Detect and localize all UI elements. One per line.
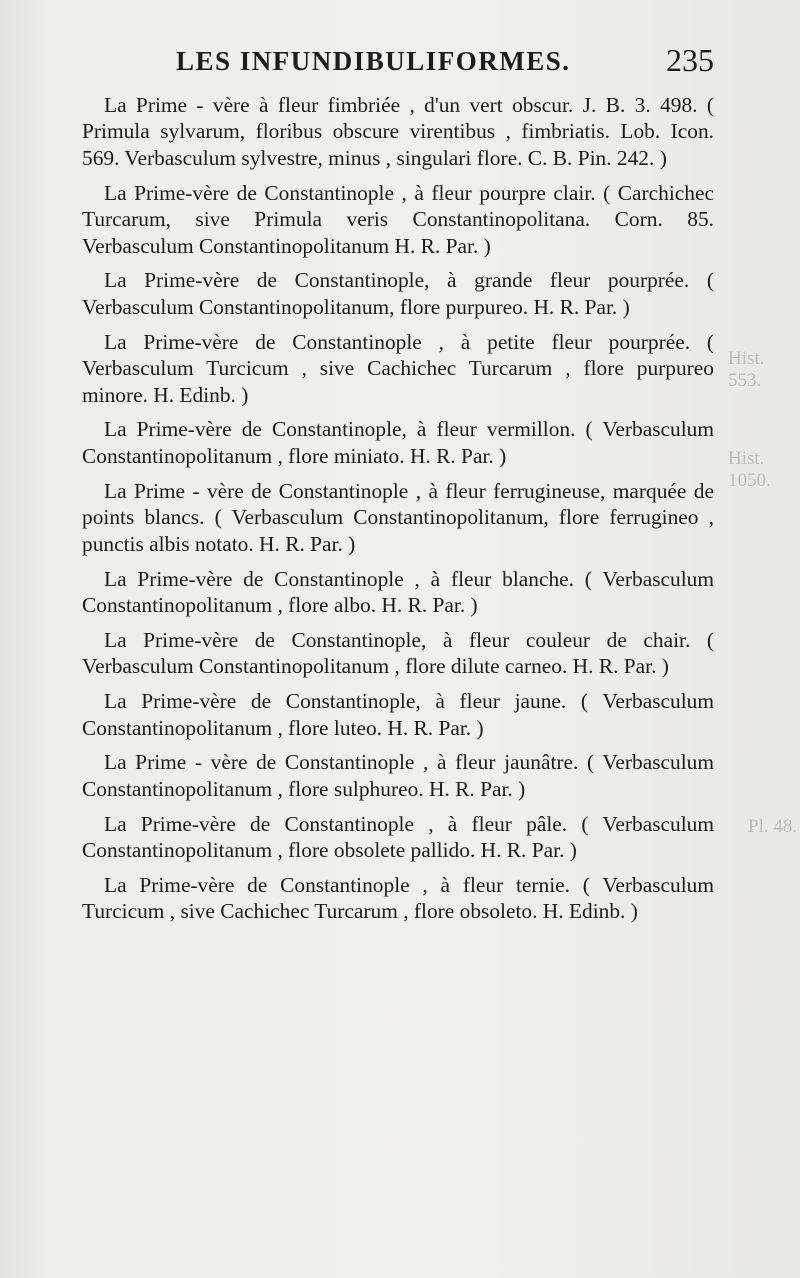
entry-12: La Prime-vère de Constantinople , à fleur ternie. ( Verbasculum Turcicum , sive Cachichec Turcarum , flore obsoleto. H. Edinb. ) [82, 873, 714, 924]
entry-6: La Prime - vère de Constantinople , à fleur ferrugineuse, marquée de points blancs. ( Verbasculum Constantinopolitanum, flore ferrugineo , punctis albis notato. H. R. Par. ) [82, 478, 714, 556]
entry-10: La Prime - vère de Constantinople , à fleur jaunâtre. ( Verbasculum Constantinopolitanum , flore sulphureo. H. R. Par. ) [82, 750, 714, 801]
margin-note-pl-48: Pl. 48. [748, 816, 798, 837]
entry-1: La Prime - vère à fleur fimbriée , d'un vert obscur. J. B. 3. 498. ( Primula sylvarum, floribus obscure virentibus , fimbriatis. Lob. Icon. 569. Verbasculum sylvestre, minus , singulari flore. C. B. Pin. 242. ) [82, 93, 714, 170]
page-header [92, 42, 714, 82]
entry-5: La Prime-vère de Constantinople, à fleur vermillon. ( Verbasculum Constantinopolitanum , flore miniato. H. R. Par. ) [82, 417, 714, 468]
margin-note-hist-553: Hist. 553. [728, 348, 765, 391]
entry-2: La Prime-vère de Constantinople , à fleur pourpre clair. ( Carchichec Turcarum, sive Primula veris Constantinopolitana. Corn. 85. Verbasculum Constantinopolitanum H. R. Par. ) [82, 180, 714, 258]
entry-7: La Prime-vère de Constantinople , à fleur blanche. ( Verbasculum Constantinopolitanum , flore albo. H. R. Par. ) [82, 566, 714, 617]
running-title: LES INFUNDIBULIFORMES. [176, 46, 571, 76]
body-text [82, 92, 714, 933]
entry-11: La Prime-vère de Constantinople , à fleur pâle. ( Verbasculum Constantinopolitanum , flore obsolete pallido. H. R. Par. ) [82, 811, 714, 863]
entry-9: La Prime-vère de Constantinople, à fleur jaune. ( Verbasculum Constantinopolitanum , flore luteo. H. R. Par. ) [82, 689, 714, 740]
margin-note-hist-1050: Hist. 1050. [728, 448, 771, 491]
entry-8: La Prime-vère de Constantinople, à fleur couleur de chair. ( Verbasculum Constantinopolitanum , flore dilute carneo. H. R. Par. ) [82, 627, 714, 679]
page-number: 235 [666, 42, 714, 78]
entry-3: La Prime-vère de Constantinople, à grande fleur pourprée. ( Verbasculum Constantinopolitanum, flore purpureo. H. R. Par. ) [82, 268, 714, 319]
entry-4: La Prime-vère de Constantinople , à petite fleur pourprée. ( Verbasculum Turcicum , sive Cachichec Turcarum , flore purpureo minore. H. Edinb. ) [82, 329, 714, 407]
